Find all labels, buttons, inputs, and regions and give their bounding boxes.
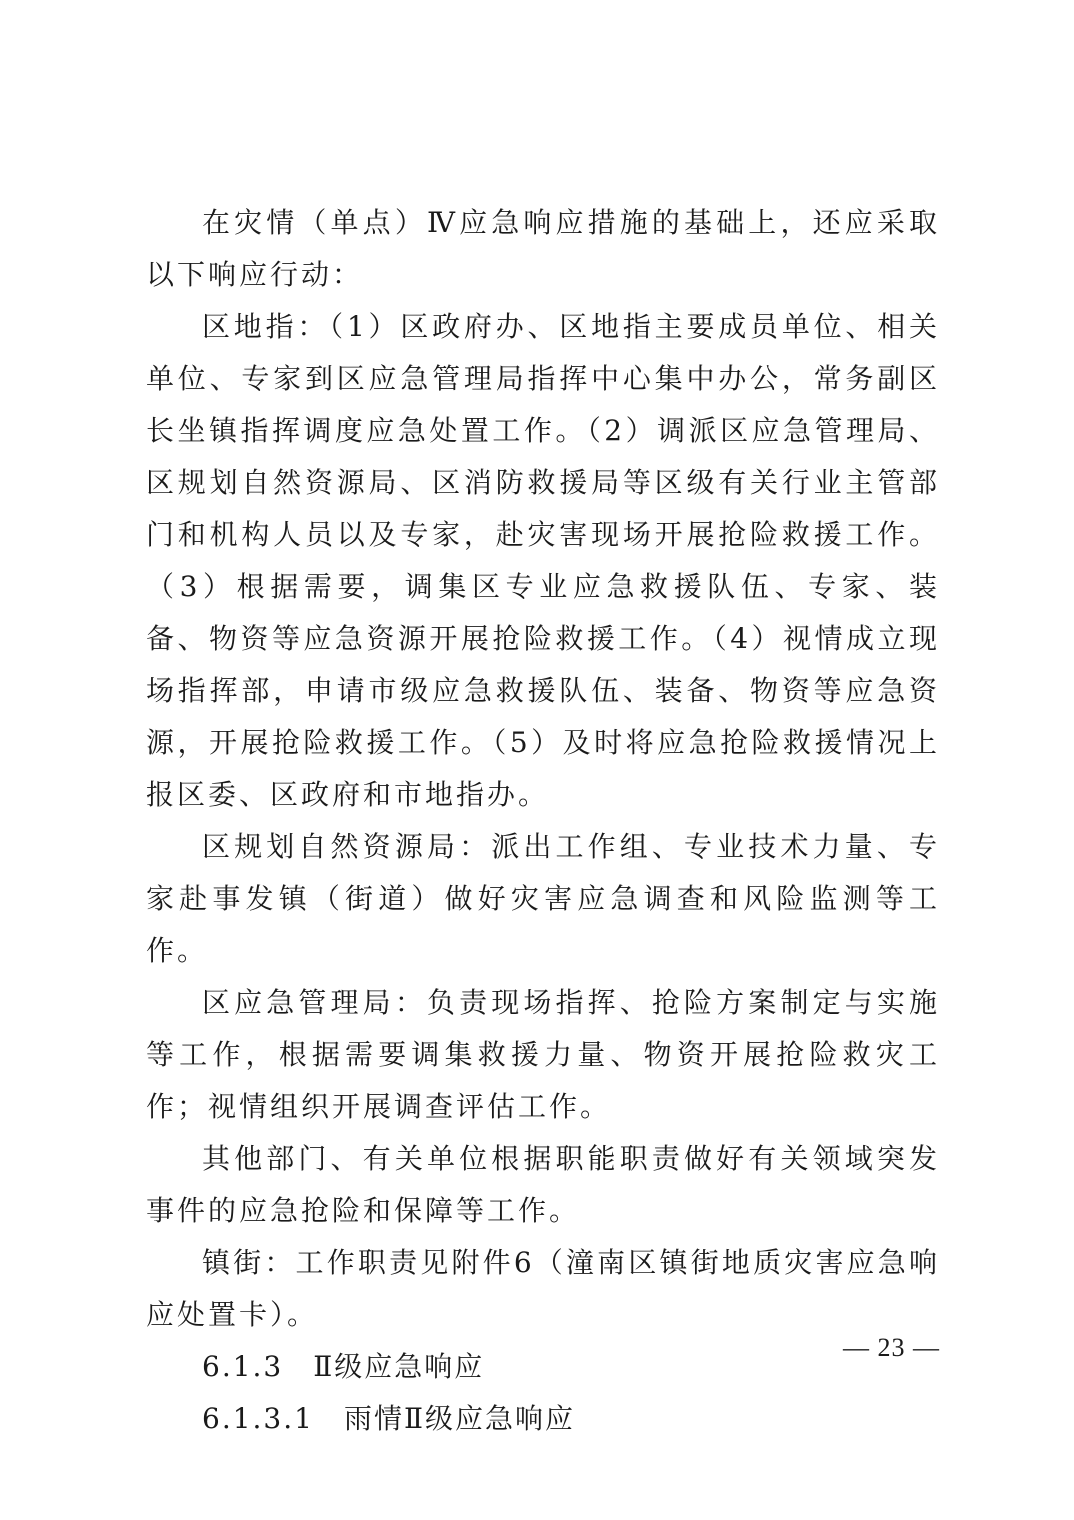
paragraph-intro: 在灾情（单点）Ⅳ应急响应措施的基础上，还应采取以下响应行动： [146,206,940,291]
paragraph-towns: 镇街：工作职责见附件6（潼南区镇街地质灾害应急响应处置卡）。 [146,1246,940,1331]
section-heading-6-1-3-1: 6.1.3.1 雨情Ⅱ级应急响应 [202,1402,575,1435]
page-number: — 23 — [843,1333,940,1362]
section-heading-6-1-3: 6.1.3 Ⅱ级应急响应 [202,1350,485,1383]
paragraph-other-departments: 其他部门、有关单位根据职能职责做好有关领域突发事件的应急抢险和保障等工作。 [146,1142,940,1227]
paragraph-planning-bureau: 区规划自然资源局：派出工作组、专业技术力量、专家赴事发镇（街道）做好灾害应急调查和风险监测等工作。 [146,830,940,967]
paragraph-district-command: 区地指：（1）区政府办、区地指主要成员单位、相关单位、专家到区应急管理局指挥中心集中办公，常务副区长坐镇指挥调度应急处置工作。（2）调派区应急管理局、区规划自然资源局、区消防救援局等区级有关行业主管部门和机构人员以及专家，赴灾害现场开展抢险救援工作。（3）根据需要，调集区专业应急救援队伍、专家、装备、物资等应急资源开展抢险救援工作。（4）视情成立现场指挥部，申请市级应急救援队伍、装备、物资等应急资源，开展抢险救援工作。（5）及时将应急抢险救援情况上报区委、区政府和市地指办。 [146,310,940,811]
document-body [146,197,940,1445]
paragraph-emergency-bureau: 区应急管理局：负责现场指挥、抢险方案制定与实施等工作，根据需要调集救援力量、物资开展抢险救灾工作；视情组织开展调查评估工作。 [146,986,940,1123]
